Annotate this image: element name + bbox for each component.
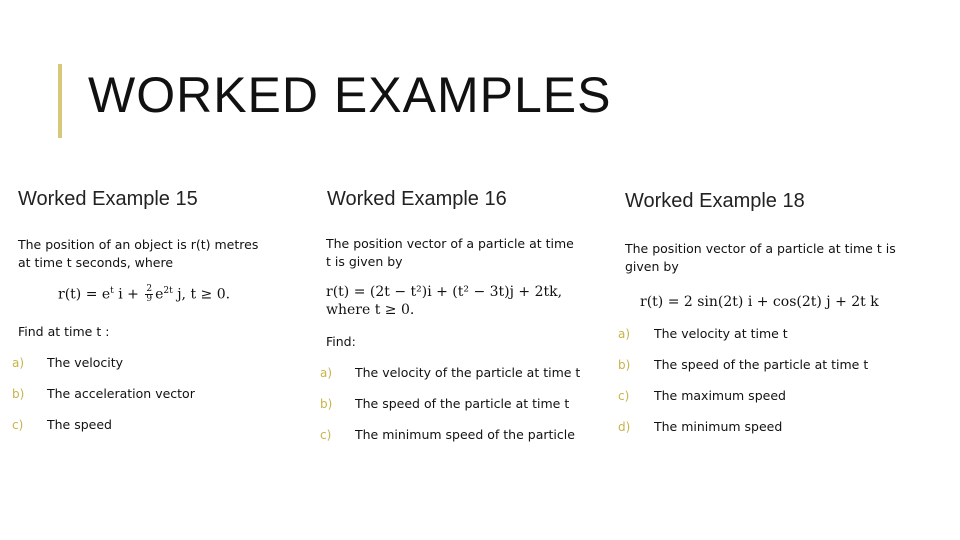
example-16-find: Find: (326, 334, 356, 349)
heading-example-15: Worked Example 15 (18, 188, 198, 210)
list-letter: b) (12, 387, 25, 401)
eq-frac-num: 2 (146, 284, 153, 294)
list-item: The velocity (47, 355, 124, 370)
list-letter: c) (618, 389, 630, 403)
list-letter: c) (12, 418, 24, 432)
example-15-equation (58, 285, 230, 304)
list-letter: b) (320, 397, 333, 411)
list-item: The velocity of the particle at time t (355, 365, 581, 380)
heading-example-18: Worked Example 18 (625, 190, 805, 212)
example-15-intro-line1: The position of an object is r(t) metres (18, 237, 259, 252)
list-letter: c) (320, 428, 332, 442)
example-18-equation: r(t) = 2 sin(2t) i + cos(2t) j + 2t k (640, 294, 879, 310)
eq-exp1: t (110, 285, 114, 296)
example-16-intro-line1: The position vector of a particle at time (326, 236, 574, 251)
list-item: The acceleration vector (47, 386, 195, 401)
list-letter: a) (320, 366, 333, 380)
list-letter: b) (618, 358, 631, 372)
list-item: The maximum speed (654, 388, 786, 403)
example-15-find: Find at time t : (18, 324, 110, 339)
example-18-intro-line2: given by (625, 259, 679, 274)
example-15-intro-line2: at time t seconds, where (18, 255, 174, 270)
eq-right: j, t ≥ 0. (177, 286, 231, 303)
eq-exp2: 2t (163, 285, 173, 296)
list-letter: d) (618, 420, 631, 434)
list-letter: a) (12, 356, 25, 370)
list-item: The speed (47, 417, 112, 432)
list-letter: a) (618, 327, 631, 341)
eq-frac-den: 9 (146, 294, 153, 304)
eq-fraction (145, 285, 153, 304)
title-accent-bar (58, 64, 62, 138)
eq-left: r(t) = e (58, 286, 111, 303)
eq-mid: i + (118, 286, 139, 303)
list-item: The minimum speed (654, 419, 783, 434)
example-16-equation-line1: r(t) = (2t − t²)i + (t² − 3t)j + 2tk, (326, 284, 563, 300)
slide-title: WORKED EXAMPLES (88, 67, 612, 123)
list-item: The minimum speed of the particle (355, 427, 575, 442)
example-18-intro-line1: The position vector of a particle at time t is (625, 241, 896, 256)
list-item: The velocity at time t (654, 326, 788, 341)
heading-example-16: Worked Example 16 (327, 188, 507, 210)
list-item: The speed of the particle at time t (654, 357, 869, 372)
list-item: The speed of the particle at time t (355, 396, 570, 411)
example-16-intro-line2: t is given by (326, 254, 403, 269)
eq-e2: e (155, 286, 164, 303)
example-16-equation-line2: where t ≥ 0. (326, 302, 415, 318)
